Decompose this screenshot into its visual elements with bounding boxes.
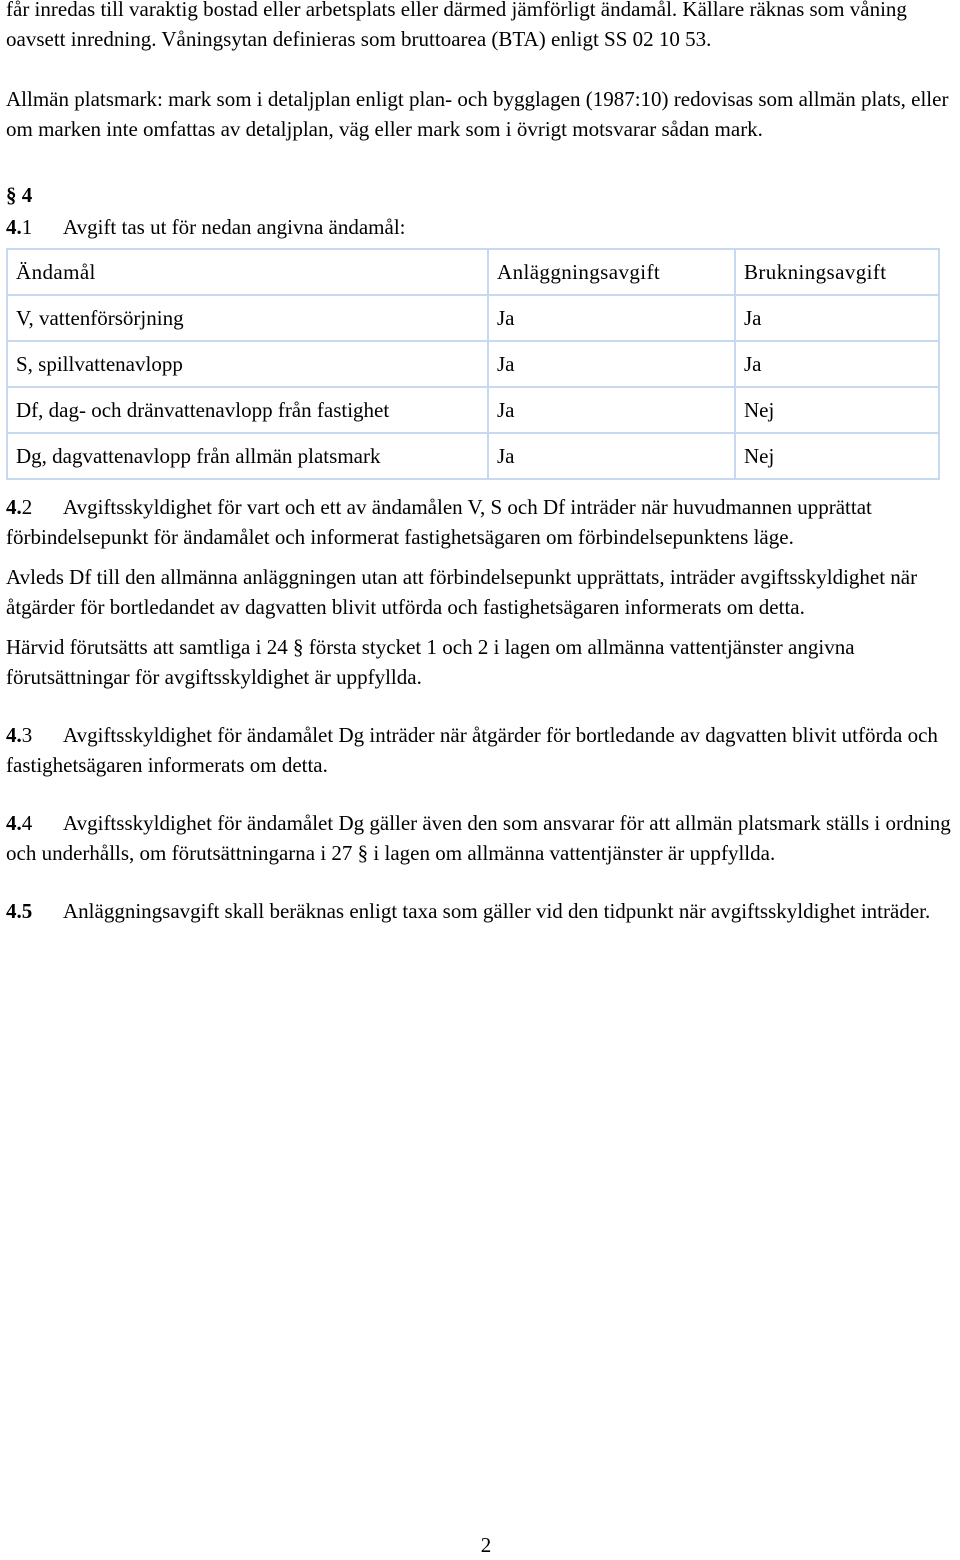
section-heading: § 4 xyxy=(6,183,33,207)
definition-paragraph: Allmän platsmark: mark som i detaljplan enligt plan- och bygglagen (1987:10) redovisas som allmän plats, eller om marken inte omfattas av detaljplan, väg eller mark som i övrigt motsvarar sådan mark. xyxy=(6,87,949,141)
clause-text: Avgiftsskyldighet för ändamålet Dg gäller även den som ansvarar för att allmän platsmark ställs i ordning och underhålls, om förutsättningarna i 27 § i lagen om allmänna vattentjänster är uppfyllda. xyxy=(6,811,951,865)
clause-text: Anläggningsavgift skall beräknas enligt taxa som gäller vid den tidpunkt när avgiftsskyldighet inträder. xyxy=(63,899,931,923)
fee-table xyxy=(6,248,940,480)
clause-4-4 xyxy=(6,808,956,868)
clause-text: Avgift tas ut för nedan angivna ändamål: xyxy=(63,215,406,239)
clause-4-1 xyxy=(6,212,956,242)
cell-usage-fee: Ja xyxy=(735,295,939,341)
cell-connection-fee: Ja xyxy=(488,387,735,433)
header-purpose: Ändamål xyxy=(7,249,488,295)
header-usage-fee: Brukningsavgift xyxy=(735,249,939,295)
clause-text: Avgiftsskyldighet för vart och ett av ändamålen V, S och Df inträder när huvudmannen upprättat förbindelsepunkt för ändamålet och informerat fastighetsägaren om förbindelsepunktens läge. xyxy=(6,495,872,549)
cell-usage-fee: Nej xyxy=(735,387,939,433)
table-row xyxy=(7,295,939,341)
cell-connection-fee: Ja xyxy=(488,433,735,479)
cell-connection-fee: Ja xyxy=(488,341,735,387)
header-connection-fee: Anläggningsavgift xyxy=(488,249,735,295)
clause-number: 4.1 xyxy=(6,215,33,239)
cell-connection-fee: Ja xyxy=(488,295,735,341)
cell-purpose: S, spillvattenavlopp xyxy=(7,341,488,387)
table-row xyxy=(7,341,939,387)
clause-4-3 xyxy=(6,720,956,780)
cell-usage-fee: Nej xyxy=(735,433,939,479)
clause-number: 4.4 xyxy=(6,811,33,835)
cell-purpose: Dg, dagvattenavlopp från allmän platsmark xyxy=(7,433,488,479)
clause-text: Avgiftsskyldighet för ändamålet Dg inträder när åtgärder för bortledande av dagvatten blivit utförda och fastighetsägaren informerats om detta. xyxy=(6,723,938,777)
table-header-row xyxy=(7,249,939,295)
page-number: 2 xyxy=(480,1533,492,1557)
clause-number: 4.2 xyxy=(6,495,33,519)
clause-4-5 xyxy=(6,896,956,926)
cell-purpose: V, vattenförsörjning xyxy=(7,295,488,341)
cell-purpose: Df, dag- och dränvattenavlopp från fastighet xyxy=(7,387,488,433)
document-page xyxy=(6,0,956,936)
cell-usage-fee: Ja xyxy=(735,341,939,387)
table-row xyxy=(7,387,939,433)
table-row xyxy=(7,433,939,479)
clause-number: 4.3 xyxy=(6,723,33,747)
intro-paragraph: får inredas till varaktig bostad eller arbetsplats eller därmed jämförligt ändamål. Källare räknas som våning oavsett inredning. Våningsytan definieras som bruttoarea (BTA) enligt SS 02 10 53. xyxy=(6,0,907,51)
clause-number: 4.5 xyxy=(6,899,33,923)
clause-4-2-paragraph-2: Avleds Df till den allmänna anläggningen utan att förbindelsepunkt upprättats, inträder avgiftsskyldighet när åtgärder för bortledandet av dagvatten blivit utförda och fastighetsägaren informerats om detta. xyxy=(6,565,918,619)
clause-4-2-paragraph-3: Härvid förutsätts att samtliga i 24 § första stycket 1 och 2 i lagen om allmänna vattentjänster angivna förutsättningar för avgiftsskyldighet är uppfyllda. xyxy=(6,635,855,689)
clause-4-2 xyxy=(6,492,956,552)
